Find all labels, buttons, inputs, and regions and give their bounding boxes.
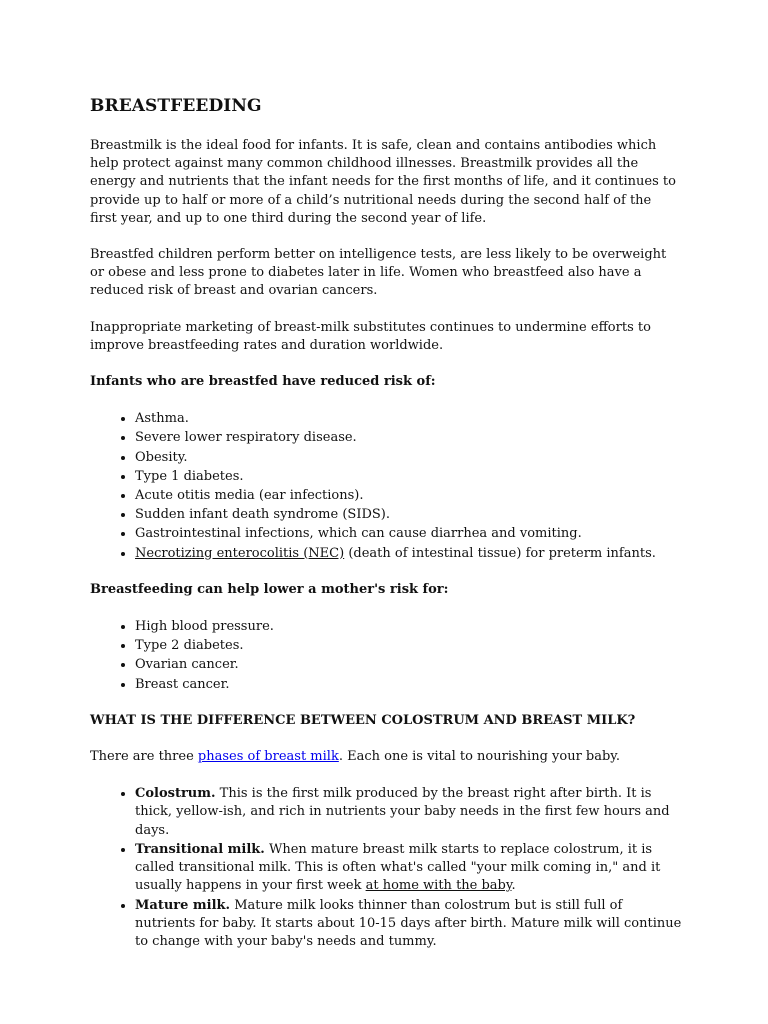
phase-text: When mature breast milk starts to replace colostrum, it is called transitional milk. This is often what's called "your milk coming in," and it usually happens in your first week [135,841,661,894]
list-item: • Severe lower respiratory disease. [135,428,682,447]
list-item: • Acute otitis media (ear infections). [135,486,682,505]
intro-paragraph-3: Inappropriate marketing of breast-milk substitutes continues to undermine efforts to improve breastfeeding rates and duration worldwide. [90,319,651,353]
document-title: BREASTFEEDING [90,96,262,116]
list-item: • Ovarian cancer. [135,655,682,674]
list-item: • High blood pressure. [135,617,682,636]
phase-term: Mature milk. [135,897,231,913]
phase-term: Colostrum. [135,786,216,802]
phases-list [90,784,682,951]
list-item [135,840,682,896]
list-item [135,544,682,563]
phase-text: Mature milk looks thinner than colostrum but is still full of nutrients for baby. It starts about 10-15 days after birth. Mature milk will continue to change with your baby's needs and tummy. [135,897,682,949]
list-item: • Breast cancer. [135,675,682,694]
phases-of-breast-milk-link[interactable]: phases of breast milk [197,749,339,765]
list-item: • Type 2 diabetes. [135,636,682,655]
mother-risk-heading: Breastfeeding can help lower a mother's risk for: [90,581,449,597]
intro-paragraph-1: Breastmilk is the ideal food for infants. It is safe, clean and contains antibodies which help protect against many common childhood illnesses. Breastmilk provides all the energy and nutrients that the infant needs for the first months of life, and it continues to provide up to half or more of a child’s nutritional needs during the second half of the first year, and up to one third during the second year of life. [90,138,676,226]
intro-paragraph-2: Breastfed children perform better on intelligence tests, are less likely to be overweight or obese and less prone to diabetes later in life. Women who breastfeed also have a reduced risk of breast and ovarian cancers. [90,247,667,299]
document-page [90,95,682,969]
nec-description: (death of intestinal tissue) for preterm infants. [344,545,656,561]
list-item: • Sudden infant death syndrome (SIDS). [135,505,682,524]
infants-risk-list [90,409,682,563]
list-item [135,896,682,952]
list-item: • Type 1 diabetes. [135,467,682,486]
phases-intro-before: There are three [90,749,198,765]
list-item [135,784,682,840]
nec-link[interactable]: Necrotizing enterocolitis (NEC) [135,545,345,561]
at-home-with-baby-link[interactable]: at home with the baby [365,878,512,894]
phase-term: Transitional milk. [135,841,265,857]
list-item: • Obesity. [135,448,682,467]
phase-text: This is the first milk produced by the breast right after birth. It is thick, yellow-ish, and rich in nutrients your baby needs in the first few hours and days. [135,786,670,838]
difference-heading: WHAT IS THE DIFFERENCE BETWEEN COLOSTRUM AND BREAST MILK? [90,712,636,728]
phases-intro [90,748,682,766]
mother-risk-list [90,617,682,694]
infants-risk-heading: Infants who are breastfed have reduced risk of: [90,374,436,390]
phase-text-after: . [511,878,516,894]
list-item: • Asthma. [135,409,682,428]
phases-intro-after: . Each one is vital to nourishing your baby. [338,749,621,765]
list-item: • Gastrointestinal infections, which can cause diarrhea and vomiting. [135,524,682,543]
